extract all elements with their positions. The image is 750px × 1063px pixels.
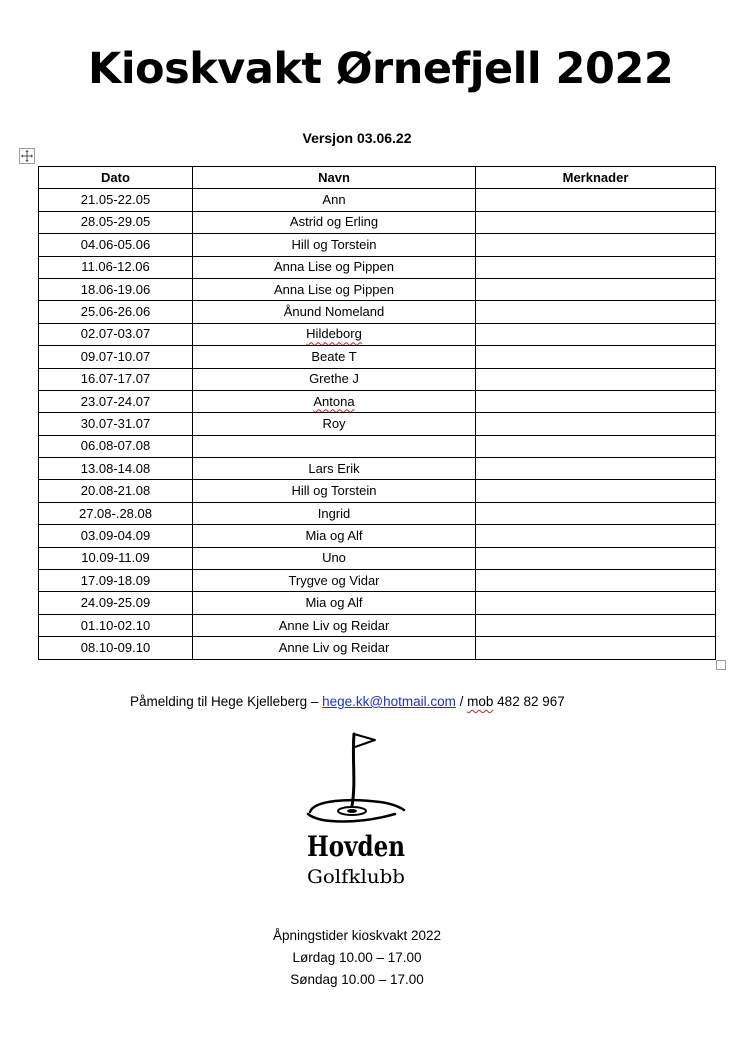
- opening-hours: [0, 925, 714, 991]
- cell-navn[interactable]: [193, 323, 476, 345]
- golf-flag-icon: [308, 734, 404, 822]
- table-row: [39, 480, 716, 502]
- cell-navn[interactable]: [193, 390, 476, 412]
- hours-saturday: Lørdag 10.00 – 17.00: [292, 950, 422, 965]
- signup-separator: /: [455, 694, 468, 709]
- cell-dato[interactable]: 16.07-17.07: [39, 368, 193, 390]
- cell-navn[interactable]: Mia og Alf: [193, 592, 476, 614]
- email-link[interactable]: hege.kk@hotmail.com: [322, 694, 456, 709]
- cell-dato[interactable]: 06.08-07.08: [39, 435, 193, 457]
- signup-line: [130, 694, 565, 709]
- cell-navn[interactable]: Roy: [193, 413, 476, 435]
- cell-merknader[interactable]: [476, 323, 716, 345]
- cell-merknader[interactable]: [476, 435, 716, 457]
- cell-merknader[interactable]: [476, 614, 716, 636]
- table-row: [39, 256, 716, 278]
- cell-dato[interactable]: 27.08-.28.08: [39, 502, 193, 524]
- cell-navn[interactable]: Ingrid: [193, 502, 476, 524]
- table-row: [39, 525, 716, 547]
- table-row: [39, 614, 716, 636]
- cell-navn[interactable]: Hill og Torstein: [193, 234, 476, 256]
- cell-merknader[interactable]: [476, 637, 716, 659]
- cell-navn[interactable]: [193, 435, 476, 457]
- table-row: [39, 323, 716, 345]
- table-row: [39, 413, 716, 435]
- header-navn: Navn: [193, 167, 476, 189]
- cell-merknader[interactable]: [476, 346, 716, 368]
- table-row: [39, 390, 716, 412]
- cell-dato[interactable]: 21.05-22.05: [39, 189, 193, 211]
- cell-navn[interactable]: Anna Lise og Pippen: [193, 256, 476, 278]
- table-row: [39, 547, 716, 569]
- cell-navn[interactable]: Lars Erik: [193, 458, 476, 480]
- cell-navn[interactable]: Ånund Nomeland: [193, 301, 476, 323]
- cell-merknader[interactable]: [476, 592, 716, 614]
- cell-dato[interactable]: 30.07-31.07: [39, 413, 193, 435]
- logo-name: Hovden: [307, 830, 405, 863]
- table-row: [39, 189, 716, 211]
- schedule-table: [38, 166, 716, 660]
- cell-dato[interactable]: 09.07-10.07: [39, 346, 193, 368]
- table-row: [39, 346, 716, 368]
- cell-navn[interactable]: Trygve og Vidar: [193, 570, 476, 592]
- cell-dato[interactable]: 08.10-09.10: [39, 637, 193, 659]
- cell-navn[interactable]: Hill og Torstein: [193, 480, 476, 502]
- cell-dato[interactable]: 17.09-18.09: [39, 570, 193, 592]
- cell-dato[interactable]: 02.07-03.07: [39, 323, 193, 345]
- cell-dato[interactable]: 23.07-24.07: [39, 390, 193, 412]
- table-move-handle[interactable]: [19, 148, 35, 164]
- hovden-golfklubb-logo: [300, 728, 415, 893]
- cell-merknader[interactable]: [476, 368, 716, 390]
- table-row: [39, 234, 716, 256]
- cell-navn[interactable]: Mia og Alf: [193, 525, 476, 547]
- table-header-row: [39, 167, 716, 189]
- cell-merknader[interactable]: [476, 480, 716, 502]
- cell-merknader[interactable]: [476, 525, 716, 547]
- cell-dato[interactable]: 01.10-02.10: [39, 614, 193, 636]
- mob-number: 482 82 967: [493, 694, 565, 709]
- mob-label: mob: [467, 694, 494, 709]
- cell-dato[interactable]: 03.09-04.09: [39, 525, 193, 547]
- schedule-body: [39, 189, 716, 659]
- cell-merknader[interactable]: [476, 211, 716, 233]
- cell-navn[interactable]: Grethe J: [193, 368, 476, 390]
- header-dato: Dato: [39, 167, 193, 189]
- cell-dato[interactable]: 13.08-14.08: [39, 458, 193, 480]
- cell-navn[interactable]: Anna Lise og Pippen: [193, 278, 476, 300]
- move-arrows-icon: [20, 149, 34, 163]
- cell-merknader[interactable]: [476, 458, 716, 480]
- cell-dato[interactable]: 25.06-26.06: [39, 301, 193, 323]
- document-title: Kioskvakt Ørnefjell 2022: [88, 44, 674, 94]
- table-row: [39, 435, 716, 457]
- cell-navn[interactable]: Ann: [193, 189, 476, 211]
- spellcheck-word: Antona: [313, 393, 355, 409]
- cell-dato[interactable]: 28.05-29.05: [39, 211, 193, 233]
- cell-merknader[interactable]: [476, 278, 716, 300]
- cell-merknader[interactable]: [476, 502, 716, 524]
- header-merknader: Merknader: [476, 167, 716, 189]
- table-row: [39, 502, 716, 524]
- table-row: [39, 211, 716, 233]
- cell-merknader[interactable]: [476, 413, 716, 435]
- cell-merknader[interactable]: [476, 256, 716, 278]
- table-row: [39, 592, 716, 614]
- cell-navn[interactable]: Astrid og Erling: [193, 211, 476, 233]
- cell-dato[interactable]: 20.08-21.08: [39, 480, 193, 502]
- table-row: [39, 278, 716, 300]
- cell-navn[interactable]: Anne Liv og Reidar: [193, 614, 476, 636]
- cell-dato[interactable]: 24.09-25.09: [39, 592, 193, 614]
- logo-subtitle: Golfklubb: [307, 866, 405, 888]
- table-row: [39, 368, 716, 390]
- hours-heading: Åpningstider kioskvakt 2022: [272, 928, 442, 943]
- cell-merknader[interactable]: [476, 301, 716, 323]
- cell-merknader[interactable]: [476, 390, 716, 412]
- cell-merknader[interactable]: [476, 234, 716, 256]
- table-row: [39, 458, 716, 480]
- cell-dato[interactable]: 11.06-12.06: [39, 256, 193, 278]
- cell-navn[interactable]: Anne Liv og Reidar: [193, 637, 476, 659]
- table-row: [39, 570, 716, 592]
- table-resize-handle[interactable]: [716, 660, 726, 670]
- spellcheck-word: Hildeborg: [306, 326, 362, 342]
- signup-prefix: Påmelding til Hege Kjelleberg –: [130, 694, 323, 709]
- cell-navn[interactable]: Uno: [193, 547, 476, 569]
- cell-dato[interactable]: 18.06-19.06: [39, 278, 193, 300]
- cell-merknader[interactable]: [476, 570, 716, 592]
- table-row: [39, 637, 716, 659]
- cell-merknader[interactable]: [476, 547, 716, 569]
- table-row: [39, 301, 716, 323]
- hours-sunday: Søndag 10.00 – 17.00: [290, 972, 424, 987]
- cell-dato[interactable]: 10.09-11.09: [39, 547, 193, 569]
- version-label: Versjon 03.06.22: [302, 130, 412, 146]
- cell-navn[interactable]: Beate T: [193, 346, 476, 368]
- cell-merknader[interactable]: [476, 189, 716, 211]
- cell-dato[interactable]: 04.06-05.06: [39, 234, 193, 256]
